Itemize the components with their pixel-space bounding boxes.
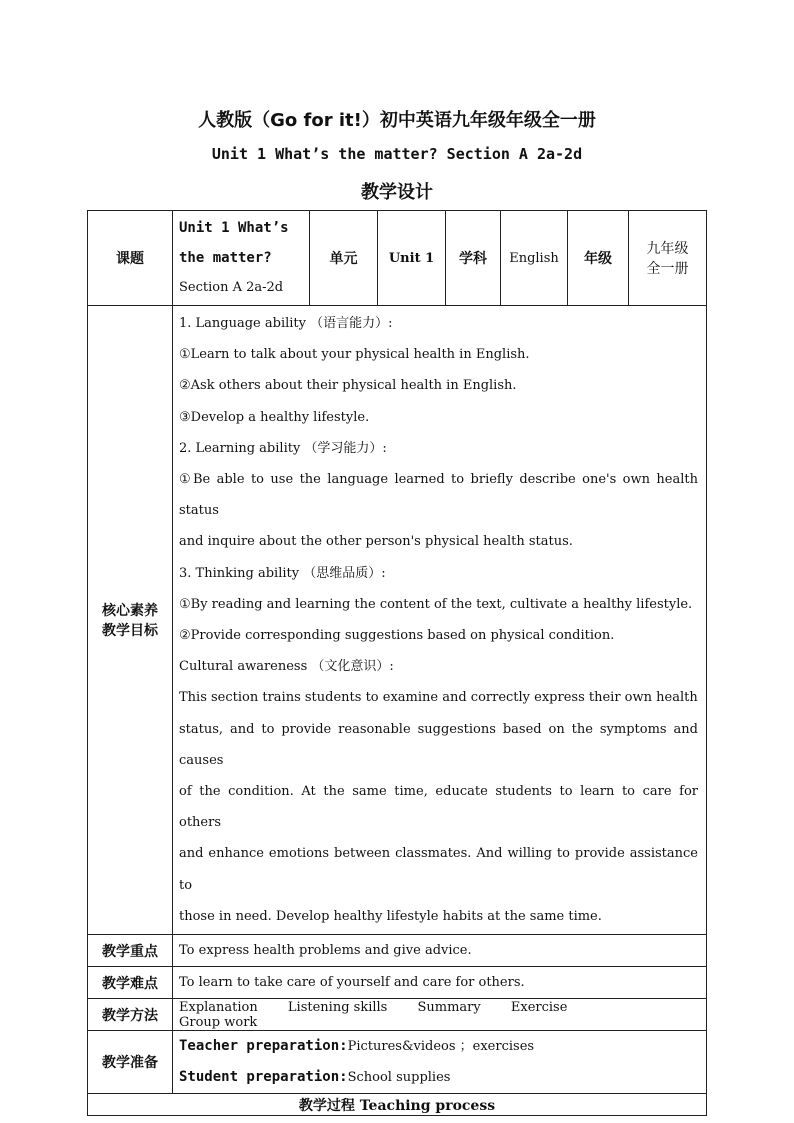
- unit-value: Unit 1: [378, 211, 446, 306]
- teacher-preparation: [179, 1031, 700, 1062]
- teaching-process-label: 教学过程 Teaching process: [88, 1094, 707, 1116]
- student-preparation-label: Student preparation:: [179, 1069, 348, 1086]
- grade-label: 年级: [568, 211, 629, 306]
- process-row: [88, 1094, 707, 1116]
- objective-line: ②Ask others about their physical health in English.: [179, 378, 517, 394]
- grade-value-line-1: 九年级: [646, 241, 689, 257]
- objective-line: 2. Learning ability （学习能力）:: [179, 440, 387, 456]
- student-preparation: [179, 1062, 700, 1093]
- objective-line: of the condition. At the same time, educate students to learn to care for others: [179, 784, 698, 831]
- student-preparation-value: School supplies: [347, 1070, 451, 1086]
- objective-line: status, and to provide reasonable suggestions based on the symptoms and causes: [179, 721, 698, 768]
- subject-label: 学科: [446, 211, 501, 306]
- objectives-row: [88, 306, 707, 935]
- objectives-content: [173, 306, 707, 935]
- objectives-label-line-1: 核心素养: [102, 603, 158, 620]
- objective-line: ②Provide corresponding suggestions based on physical condition.: [179, 628, 615, 644]
- objective-line: those in need. Develop healthy lifestyle habits at the same time.: [179, 908, 602, 924]
- grade-value-line-2: 全一册: [646, 261, 689, 277]
- topic-cell: [173, 211, 310, 306]
- methods-label: 教学方法: [88, 999, 173, 1031]
- objective-line: and inquire about the other person's physical health status.: [179, 534, 573, 550]
- difficulties-value: To learn to take care of yourself and care for others.: [173, 967, 707, 999]
- document-subtitle: Unit 1 What’s the matter? Section A 2a-2d: [211, 145, 583, 163]
- objective-line: ①By reading and learning the content of the text, cultivate a healthy lifestyle.: [179, 596, 693, 612]
- teacher-preparation-label: Teacher preparation:: [179, 1038, 348, 1055]
- topic-label: 课题: [88, 211, 173, 306]
- objective-line: and enhance emotions between classmates. And willing to provide assistance to: [179, 846, 698, 893]
- method-item: Exercise: [510, 999, 568, 1015]
- methods-row: [88, 999, 707, 1031]
- preparation-label: 教学准备: [88, 1031, 173, 1094]
- objective-line: ③Develop a healthy lifestyle.: [179, 409, 370, 425]
- teacher-preparation-value: Pictures&videos ；exercises: [347, 1039, 535, 1055]
- objective-line: This section trains students to examine and correctly express their own health: [179, 690, 698, 706]
- objective-line: 1. Language ability （语言能力）:: [179, 316, 393, 331]
- objective-line: Cultural awareness （文化意识）:: [179, 659, 394, 675]
- objectives-label-line-2: 教学目标: [102, 623, 158, 640]
- difficulties-row: [88, 967, 707, 999]
- method-item: Listening skills: [287, 999, 388, 1015]
- key-points-row: [88, 935, 707, 967]
- objective-line: ①Learn to talk about your physical health in English.: [179, 347, 530, 363]
- topic-line-1: Unit 1 What’s: [179, 220, 289, 236]
- key-points-label: 教学重点: [88, 935, 173, 967]
- topic-line-3: Section A 2a-2d: [179, 280, 284, 295]
- preparation-row: [88, 1031, 707, 1094]
- preparation-value: [173, 1031, 707, 1094]
- methods-value: [173, 999, 707, 1031]
- design-title: 教学设计: [361, 182, 433, 203]
- key-points-value: To express health problems and give advice.: [173, 935, 707, 967]
- lesson-plan-table: [87, 210, 707, 1116]
- objective-line: ①Be able to use the language learned to briefly describe one's own health status: [179, 472, 698, 519]
- topic-line-2: the matter?: [179, 250, 272, 266]
- document-title: 人教版（Go for it!）初中英语九年级年级全一册: [198, 110, 596, 131]
- method-item: Group work: [179, 1014, 258, 1030]
- method-item: Summary: [417, 999, 481, 1015]
- difficulties-label: 教学难点: [88, 967, 173, 999]
- method-item: Explanation: [179, 999, 258, 1015]
- unit-label: 单元: [310, 211, 378, 306]
- subject-value: English: [501, 211, 568, 306]
- info-row: [88, 211, 707, 306]
- objective-line: 3. Thinking ability （思维品质）:: [179, 565, 386, 581]
- grade-value: [629, 211, 707, 306]
- objectives-label: [88, 306, 173, 935]
